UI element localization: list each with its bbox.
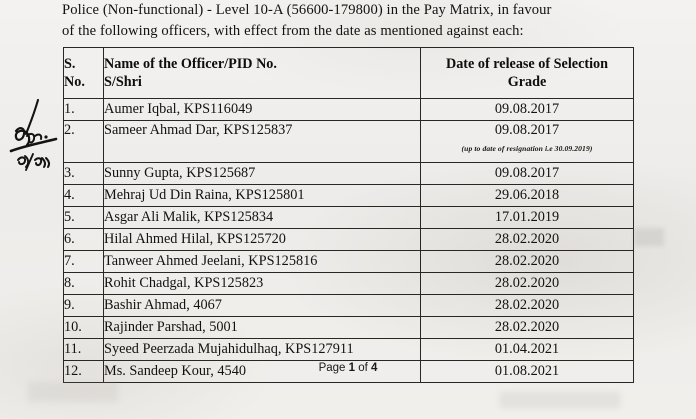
cell-officer-name: Mehraj Ud Din Raina, KPS125801 bbox=[104, 185, 421, 207]
table-row bbox=[64, 99, 634, 121]
cell-serial-number: 8. bbox=[64, 273, 104, 295]
cell-release-date: 28.02.2020 bbox=[421, 295, 634, 317]
cell-release-date: 29.06.2018 bbox=[421, 185, 634, 207]
cell-serial-number: 4. bbox=[64, 185, 104, 207]
table-row bbox=[64, 163, 634, 185]
cell-officer-name: Rohit Chadgal, KPS125823 bbox=[104, 273, 421, 295]
scan-artifact bbox=[634, 228, 664, 246]
cell-serial-number: 11. bbox=[64, 339, 104, 361]
cell-officer-name: Asgar Ali Malik, KPS125834 bbox=[104, 207, 421, 229]
intro-line-1: Police (Non-functional) - Level 10-A (56600-179800) in the Pay Matrix, in favour bbox=[62, 2, 552, 18]
cell-release-date: 09.08.2017 bbox=[421, 163, 634, 185]
cell-serial-number: 12. bbox=[64, 361, 104, 383]
table-row bbox=[64, 121, 634, 163]
cell-serial-number: 2. bbox=[64, 121, 104, 163]
cell-officer-name: Aumer Iqbal, KPS116049 bbox=[104, 99, 421, 121]
cell-serial-number: 10. bbox=[64, 317, 104, 339]
footer-middle: of bbox=[355, 362, 372, 374]
cell-release-date: 17.01.2019 bbox=[421, 207, 634, 229]
table-row bbox=[64, 295, 634, 317]
cell-release-date: 09.08.2017 (up to date of resignation i.e 30.09.2019) bbox=[421, 121, 634, 163]
cell-officer-name: Sameer Ahmad Dar, KPS125837 bbox=[104, 121, 421, 163]
footer-total-pages: 4 bbox=[371, 362, 378, 374]
cell-release-date: 28.02.2020 bbox=[421, 317, 634, 339]
cell-release-date: 28.02.2020 bbox=[421, 251, 634, 273]
table-row bbox=[64, 207, 634, 229]
handwritten-signature-icon bbox=[8, 98, 64, 184]
cell-serial-number: 1. bbox=[64, 99, 104, 121]
column-header-serial-number: S. No. bbox=[64, 48, 104, 99]
cell-officer-name: Bashir Ahmad, 4067 bbox=[104, 295, 421, 317]
cell-serial-number: 5. bbox=[64, 207, 104, 229]
table-row bbox=[64, 339, 634, 361]
cell-serial-number: 3. bbox=[64, 163, 104, 185]
table-row bbox=[64, 273, 634, 295]
cell-officer-name: Sunny Gupta, KPS125687 bbox=[104, 163, 421, 185]
table-row bbox=[64, 251, 634, 273]
cell-release-date: 01.08.2021 bbox=[421, 361, 634, 383]
footer-current-page: 1 bbox=[348, 362, 356, 374]
scan-artifact bbox=[500, 392, 620, 408]
column-header-officer-name: Name of the Officer/PID No. S/Shri bbox=[104, 48, 421, 99]
cell-serial-number: 7. bbox=[64, 251, 104, 273]
cell-officer-name: Hilal Ahmed Hilal, KPS125720 bbox=[104, 229, 421, 251]
cell-officer-name: Rajinder Parshad, 5001 bbox=[104, 317, 421, 339]
resignation-note: (up to date of resignation i.e 30.09.2019) bbox=[461, 144, 593, 153]
cell-release-date: 09.08.2017 bbox=[421, 99, 634, 121]
selection-grade-table bbox=[63, 47, 633, 383]
cell-release-date: 28.02.2020 bbox=[421, 273, 634, 295]
cell-serial-number: 9. bbox=[64, 295, 104, 317]
column-header-release-date: Date of release of Selection Grade bbox=[421, 48, 634, 99]
cell-officer-name: Ms. Sandeep Kour, 4540 bbox=[104, 361, 421, 383]
cell-officer-name: Tanweer Ahmed Jeelani, KPS125816 bbox=[104, 251, 421, 273]
cell-release-date: 28.02.2020 bbox=[421, 229, 634, 251]
table-body bbox=[64, 99, 634, 383]
page-footer bbox=[0, 362, 696, 374]
table-row bbox=[64, 229, 634, 251]
table-row bbox=[64, 185, 634, 207]
cell-release-date: 01.04.2021 bbox=[421, 339, 634, 361]
intro-line-2: of the following officers, with effect from the date as mentioned against each: bbox=[62, 23, 524, 39]
cell-officer-name: Syeed Peerzada Mujahidulhaq, KPS127911 bbox=[104, 339, 421, 361]
scan-artifact bbox=[28, 382, 118, 402]
table-row bbox=[64, 317, 634, 339]
cell-serial-number: 6. bbox=[64, 229, 104, 251]
footer-prefix: Page bbox=[318, 362, 349, 374]
table-header-row bbox=[64, 48, 634, 99]
intro-paragraph bbox=[62, 0, 662, 42]
